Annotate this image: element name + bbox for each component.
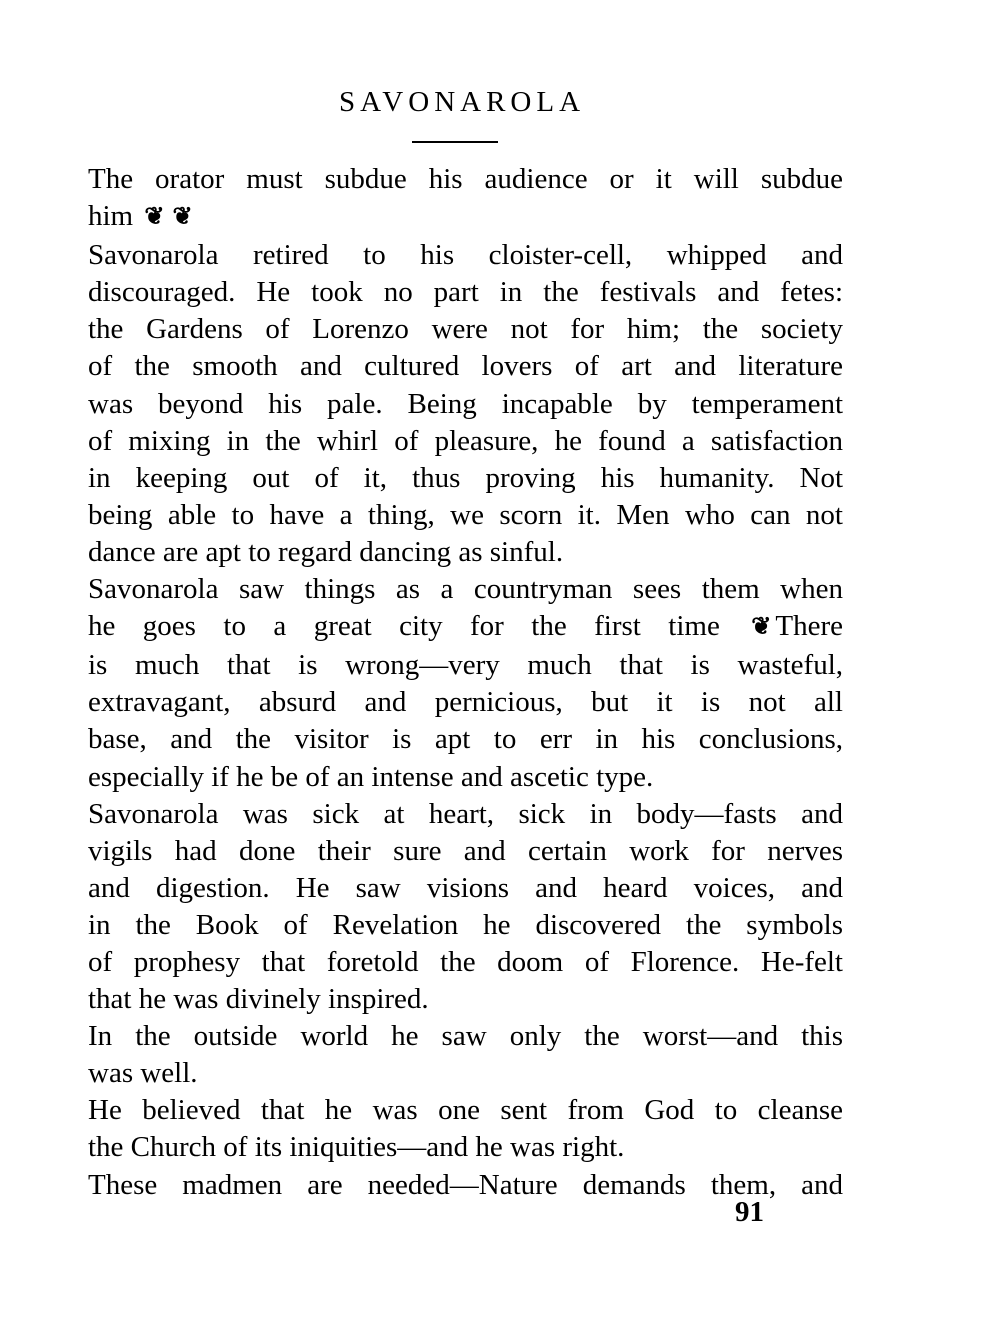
text-line: the Church of its iniquities—and he was right. [88,1131,625,1164]
running-head-title: SAVONAROLA [338,86,586,118]
text-fragment: he goes to a great city for the first time [88,610,720,643]
text-line: was well. [88,1057,198,1090]
text-line [88,608,843,647]
text-line: especially if he be of an intense and ascetic type. [88,760,654,793]
text-line: base, and the visitor is apt to err in his conclusions, [88,723,843,756]
title-rule [412,141,498,143]
text-line: the Gardens of Lorenzo were not for him; the society [88,313,843,346]
text-line: and digestion. He saw visions and heard voices, and [88,871,843,904]
text-line [88,198,843,237]
text-line: in the Book of Revelation he discovered the symbols [88,908,843,941]
text-line: of prophesy that foretold the doom of Florence. He-felt [88,945,843,978]
text-line: He believed that he was one sent from God to cleanse [88,1094,843,1127]
hedera-ornament-icon: ❦ [172,204,193,231]
text-line: Savonarola saw things as a countryman sees them when [88,573,843,606]
page-number: 91 [735,1196,764,1228]
hedera-ornament-icon: ❦ [144,204,165,231]
text-line: discouraged. He took no part in the festivals and fetes: [88,276,843,309]
text-line: dance are apt to regard dancing as sinful. [88,535,564,568]
text-line: In the outside world he saw only the worst—and this [88,1020,843,1053]
text-line: of the smooth and cultured lovers of art and literature [88,350,843,383]
text-line: in keeping out of it, thus proving his humanity. Not [88,461,843,494]
text-line: vigils had done their sure and certain work for nerves [88,834,843,867]
text-fragment: him [88,200,134,233]
text-line: Savonarola was sick at heart, sick in body—fasts and [88,797,843,830]
page-body-text [88,161,843,1204]
text-line: of mixing in the whirl of pleasure, he found a satisfaction [88,424,843,457]
text-line: that he was divinely inspired. [88,983,429,1016]
text-line: being able to have a thing, we scorn it. Men who can not [88,498,843,531]
text-fragment: There [775,610,843,643]
text-line: These madmen are needed—Nature demands them, and [88,1168,843,1201]
text-line: The orator must subdue his audience or it will subdue [88,163,843,195]
text-line: Savonarola retired to his cloister-cell, whipped and [88,239,843,272]
hedera-ornament-icon: ❦ [751,614,772,641]
text-line: is much that is wrong—very much that is wasteful, [88,649,843,682]
text-line: was beyond his pale. Being incapable by temperament [88,387,843,420]
text-line: extravagant, absurd and pernicious, but it is not all [88,686,843,719]
